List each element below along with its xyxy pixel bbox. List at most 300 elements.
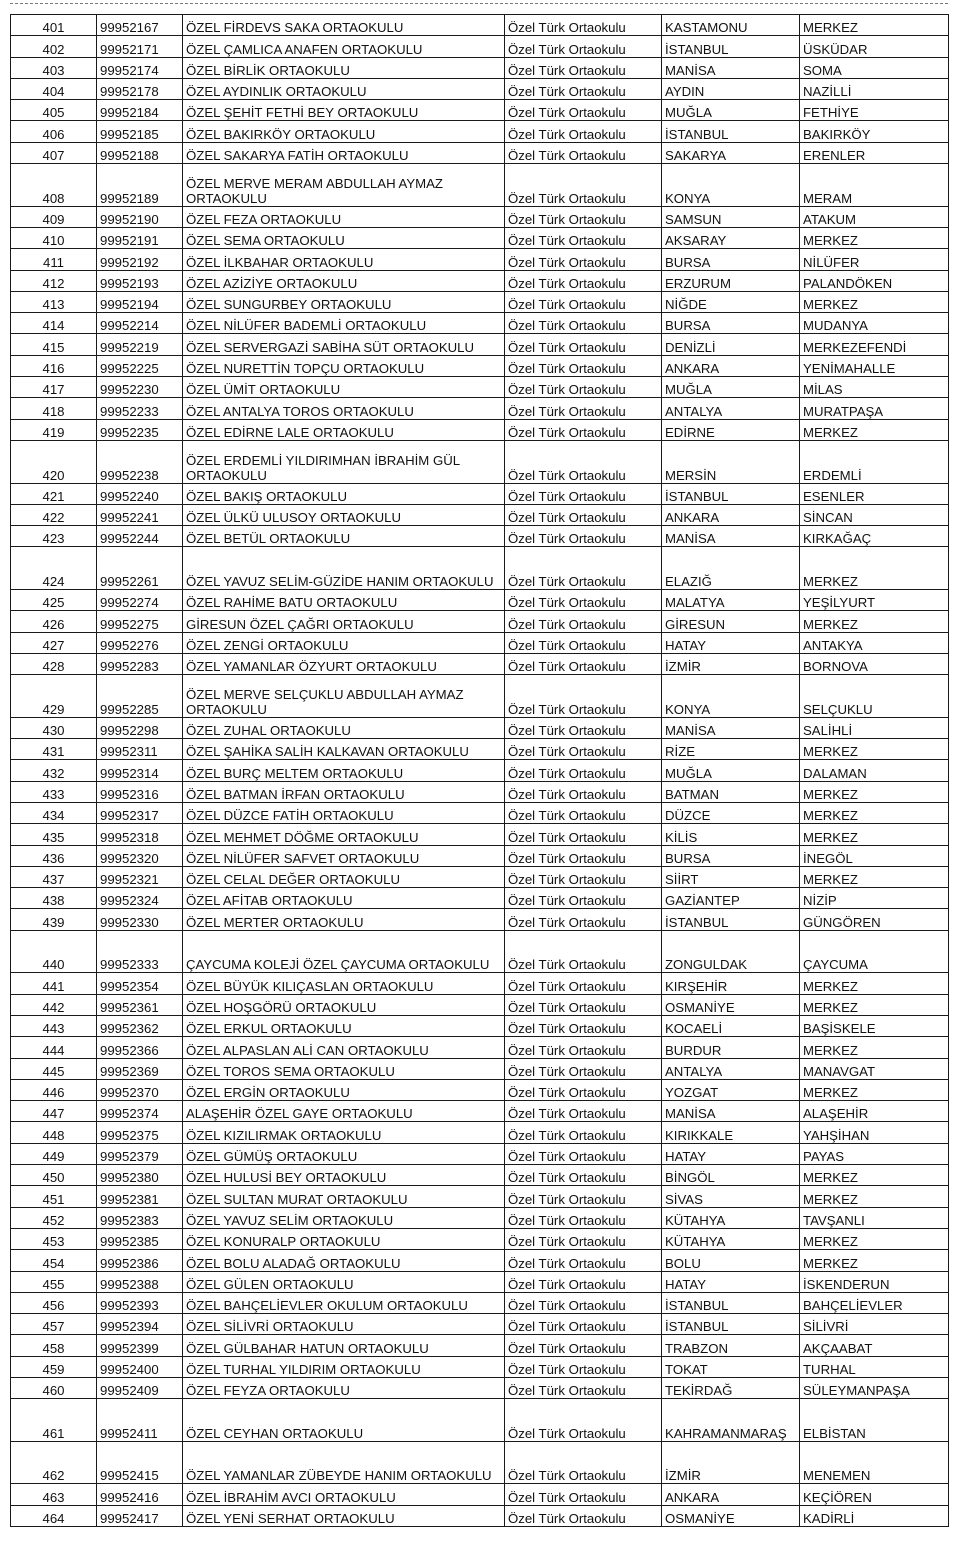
province-cell: BATMAN [662,781,800,802]
school-type-cell: Özel Türk Ortaokulu [505,717,662,738]
district-cell: BAHÇELİEVLER [800,1292,949,1313]
school-name-cell: ÖZEL GÜLBAHAR HATUN ORTAOKULU [183,1335,505,1356]
row-number-cell: 425 [11,590,97,611]
school-name-cell: ÖZEL BÜYÜK KILIÇASLAN ORTAOKULU [183,973,505,994]
row-number-cell: 449 [11,1143,97,1164]
school-code-cell: 99952369 [97,1058,183,1079]
school-type-cell: Özel Türk Ortaokulu [505,590,662,611]
table-row [11,973,949,994]
school-code-cell: 99952276 [97,632,183,653]
table-row [11,1271,949,1292]
district-cell: MERKEZ [800,1228,949,1249]
school-type-cell: Özel Türk Ortaokulu [505,100,662,121]
school-code-cell: 99952214 [97,313,183,334]
school-name-cell: ÖZEL SULTAN MURAT ORTAOKULU [183,1186,505,1207]
school-code-cell: 99952230 [97,377,183,398]
row-number-cell: 456 [11,1292,97,1313]
province-cell: ZONGULDAK [662,930,800,973]
school-code-cell: 99952188 [97,142,183,163]
school-name-cell: ÖZEL ANTALYA TOROS ORTAOKULU [183,398,505,419]
school-type-cell: Özel Türk Ortaokulu [505,1122,662,1143]
district-cell: MİLAS [800,377,949,398]
district-cell: MERKEZ [800,994,949,1015]
district-cell: MERKEZ [800,973,949,994]
school-code-cell: 99952235 [97,419,183,440]
row-number-cell: 426 [11,611,97,632]
row-number-cell: 414 [11,313,97,334]
table-row [11,1186,949,1207]
table-row [11,1122,949,1143]
school-type-cell: Özel Türk Ortaokulu [505,57,662,78]
province-cell: ANTALYA [662,1058,800,1079]
school-code-cell: 99952275 [97,611,183,632]
province-cell: MANİSA [662,717,800,738]
province-cell: MALATYA [662,590,800,611]
school-type-cell: Özel Türk Ortaokulu [505,291,662,312]
school-code-cell: 99952238 [97,440,183,483]
row-number-cell: 421 [11,483,97,504]
school-name-cell: ÖZEL SAKARYA FATİH ORTAOKULU [183,142,505,163]
district-cell: MERKEZ [800,1186,949,1207]
school-list-table [10,14,949,1527]
district-cell: İSKENDERUN [800,1271,949,1292]
table-row [11,377,949,398]
row-number-cell: 454 [11,1250,97,1271]
province-cell: KİLİS [662,824,800,845]
row-number-cell: 435 [11,824,97,845]
province-cell: MANİSA [662,1101,800,1122]
school-code-cell: 99952233 [97,398,183,419]
district-cell: PALANDÖKEN [800,270,949,291]
school-name-cell: ÖZEL BETÜL ORTAOKULU [183,526,505,547]
school-name-cell: ÖZEL YAMANLAR ÖZYURT ORTAOKULU [183,653,505,674]
row-number-cell: 428 [11,653,97,674]
school-name-cell: ÖZEL YAVUZ SELİM-GÜZİDE HANIM ORTAOKULU [183,547,505,590]
school-name-cell: ÖZEL ÇAMLICA ANAFEN ORTAOKULU [183,36,505,57]
school-code-cell: 99952379 [97,1143,183,1164]
school-name-cell: ÖZEL KIZILIRMAK ORTAOKULU [183,1122,505,1143]
school-type-cell: Özel Türk Ortaokulu [505,824,662,845]
row-number-cell: 410 [11,227,97,248]
district-cell: PAYAS [800,1143,949,1164]
district-cell: MERKEZ [800,611,949,632]
school-type-cell: Özel Türk Ortaokulu [505,249,662,270]
row-number-cell: 429 [11,675,97,718]
school-type-cell: Özel Türk Ortaokulu [505,1271,662,1292]
row-number-cell: 416 [11,355,97,376]
school-code-cell: 99952185 [97,121,183,142]
school-code-cell: 99952386 [97,1250,183,1271]
school-name-cell: ÖZEL SİLİVRİ ORTAOKULU [183,1314,505,1335]
district-cell: SELÇUKLU [800,675,949,718]
school-type-cell: Özel Türk Ortaokulu [505,164,662,207]
school-type-cell: Özel Türk Ortaokulu [505,1314,662,1335]
school-name-cell: ÖZEL ERDEMLİ YILDIRIMHAN İBRAHİM GÜL ORTAOKULU [183,440,505,483]
province-cell: ELAZIĞ [662,547,800,590]
province-cell: ANKARA [662,1484,800,1505]
row-number-cell: 403 [11,57,97,78]
school-name-cell: ÖZEL RAHİME BATU ORTAOKULU [183,590,505,611]
school-name-cell: ÖZEL ŞAHİKA SALİH KALKAVAN ORTAOKULU [183,739,505,760]
province-cell: KIRŞEHİR [662,973,800,994]
province-cell: SİVAS [662,1186,800,1207]
district-cell: SALİHLİ [800,717,949,738]
province-cell: NİĞDE [662,291,800,312]
school-name-cell: ÖZEL NURETTİN TOPÇU ORTAOKULU [183,355,505,376]
row-number-cell: 433 [11,781,97,802]
school-name-cell: ÖZEL İBRAHİM AVCI ORTAOKULU [183,1484,505,1505]
school-name-cell: ÖZEL BOLU ALADAĞ ORTAOKULU [183,1250,505,1271]
province-cell: SİİRT [662,866,800,887]
district-cell: FETHİYE [800,100,949,121]
table-row [11,1292,949,1313]
district-cell: YEŞİLYURT [800,590,949,611]
row-number-cell: 402 [11,36,97,57]
school-name-cell: ÖZEL ERGİN ORTAOKULU [183,1079,505,1100]
school-type-cell: Özel Türk Ortaokulu [505,419,662,440]
table-row [11,1015,949,1036]
province-cell: KAHRAMANMARAŞ [662,1399,800,1442]
province-cell: ANKARA [662,504,800,525]
district-cell: MERKEZ [800,739,949,760]
school-code-cell: 99952333 [97,930,183,973]
row-number-cell: 401 [11,15,97,36]
table-row [11,15,949,36]
district-cell: MERKEZ [800,227,949,248]
province-cell: TRABZON [662,1335,800,1356]
school-type-cell: Özel Türk Ortaokulu [505,1058,662,1079]
table-row [11,504,949,525]
province-cell: İSTANBUL [662,36,800,57]
row-number-cell: 434 [11,802,97,823]
table-row [11,526,949,547]
school-name-cell: ÖZEL ÜLKÜ ULUSOY ORTAOKULU [183,504,505,525]
district-cell: MUDANYA [800,313,949,334]
district-cell: ERENLER [800,142,949,163]
district-cell: MERKEZ [800,547,949,590]
table-row [11,717,949,738]
school-type-cell: Özel Türk Ortaokulu [505,1378,662,1399]
table-row [11,419,949,440]
district-cell: AKÇAABAT [800,1335,949,1356]
school-code-cell: 99952399 [97,1335,183,1356]
school-code-cell: 99952190 [97,206,183,227]
province-cell: HATAY [662,1271,800,1292]
table-row [11,227,949,248]
school-code-cell: 99952366 [97,1037,183,1058]
table-row [11,334,949,355]
school-name-cell: ÖZEL SEMA ORTAOKULU [183,227,505,248]
province-cell: OSMANİYE [662,994,800,1015]
school-name-cell: ÖZEL DÜZCE FATİH ORTAOKULU [183,802,505,823]
school-code-cell: 99952385 [97,1228,183,1249]
table-row [11,164,949,207]
row-number-cell: 432 [11,760,97,781]
school-name-cell: ÖZEL KONURALP ORTAOKULU [183,1228,505,1249]
province-cell: ANTALYA [662,398,800,419]
school-name-cell: ÖZEL MERTER ORTAOKULU [183,909,505,930]
row-number-cell: 442 [11,994,97,1015]
school-name-cell: ÖZEL ŞEHİT FETHİ BEY ORTAOKULU [183,100,505,121]
school-name-cell: ÖZEL FEYZA ORTAOKULU [183,1378,505,1399]
table-row [11,1250,949,1271]
school-type-cell: Özel Türk Ortaokulu [505,1250,662,1271]
table-row [11,57,949,78]
province-cell: İZMİR [662,1441,800,1484]
school-type-cell: Özel Türk Ortaokulu [505,377,662,398]
school-code-cell: 99952178 [97,78,183,99]
school-name-cell: ALAŞEHİR ÖZEL GAYE ORTAOKULU [183,1101,505,1122]
school-type-cell: Özel Türk Ortaokulu [505,653,662,674]
school-code-cell: 99952174 [97,57,183,78]
province-cell: RİZE [662,739,800,760]
row-number-cell: 405 [11,100,97,121]
school-code-cell: 99952400 [97,1356,183,1377]
school-type-cell: Özel Türk Ortaokulu [505,845,662,866]
school-code-cell: 99952388 [97,1271,183,1292]
table-row [11,888,949,909]
school-type-cell: Özel Türk Ortaokulu [505,611,662,632]
school-type-cell: Özel Türk Ortaokulu [505,1399,662,1442]
table-row [11,1207,949,1228]
school-name-cell: ÇAYCUMA KOLEJİ ÖZEL ÇAYCUMA ORTAOKULU [183,930,505,973]
province-cell: GAZİANTEP [662,888,800,909]
table-row [11,1058,949,1079]
district-cell: MERKEZ [800,1250,949,1271]
row-number-cell: 447 [11,1101,97,1122]
school-name-cell: ÖZEL BAKIŞ ORTAOKULU [183,483,505,504]
row-number-cell: 448 [11,1122,97,1143]
district-cell: ESENLER [800,483,949,504]
table-row [11,590,949,611]
row-number-cell: 450 [11,1165,97,1186]
district-cell: BAKIRKÖY [800,121,949,142]
province-cell: MANİSA [662,57,800,78]
school-type-cell: Özel Türk Ortaokulu [505,504,662,525]
district-cell: MERKEZ [800,1165,949,1186]
school-code-cell: 99952416 [97,1484,183,1505]
row-number-cell: 417 [11,377,97,398]
table-row [11,1079,949,1100]
province-cell: ANKARA [662,355,800,376]
province-cell: KONYA [662,164,800,207]
school-name-cell: ÖZEL BATMAN İRFAN ORTAOKULU [183,781,505,802]
province-cell: KÜTAHYA [662,1228,800,1249]
district-cell: MERKEZ [800,866,949,887]
row-number-cell: 458 [11,1335,97,1356]
table-row [11,824,949,845]
school-code-cell: 99952320 [97,845,183,866]
school-type-cell: Özel Türk Ortaokulu [505,1143,662,1164]
school-code-cell: 99952330 [97,909,183,930]
province-cell: BURDUR [662,1037,800,1058]
table-row [11,249,949,270]
district-cell: MERKEZ [800,291,949,312]
district-cell: MURATPAŞA [800,398,949,419]
province-cell: EDİRNE [662,419,800,440]
school-code-cell: 99952314 [97,760,183,781]
school-type-cell: Özel Türk Ortaokulu [505,526,662,547]
row-number-cell: 463 [11,1484,97,1505]
school-name-cell: ÖZEL BİRLİK ORTAOKULU [183,57,505,78]
table-row [11,355,949,376]
table-row [11,547,949,590]
row-number-cell: 444 [11,1037,97,1058]
table-row [11,845,949,866]
table-row [11,206,949,227]
province-cell: İSTANBUL [662,483,800,504]
school-code-cell: 99952362 [97,1015,183,1036]
school-type-cell: Özel Türk Ortaokulu [505,1228,662,1249]
school-code-cell: 99952241 [97,504,183,525]
province-cell: HATAY [662,632,800,653]
school-type-cell: Özel Türk Ortaokulu [505,78,662,99]
province-cell: BOLU [662,1250,800,1271]
province-cell: TEKİRDAĞ [662,1378,800,1399]
table-row [11,1101,949,1122]
district-cell: KADİRLİ [800,1505,949,1526]
row-number-cell: 412 [11,270,97,291]
school-name-cell: ÖZEL HULUSİ BEY ORTAOKULU [183,1165,505,1186]
table-row [11,632,949,653]
district-cell: ERDEMLİ [800,440,949,483]
row-number-cell: 431 [11,739,97,760]
school-type-cell: Özel Türk Ortaokulu [505,1186,662,1207]
school-name-cell: ÖZEL GÜMÜŞ ORTAOKULU [183,1143,505,1164]
school-name-cell: ÖZEL HOŞGÖRÜ ORTAOKULU [183,994,505,1015]
row-number-cell: 445 [11,1058,97,1079]
school-type-cell: Özel Türk Ortaokulu [505,142,662,163]
school-code-cell: 99952381 [97,1186,183,1207]
province-cell: AYDIN [662,78,800,99]
school-code-cell: 99952311 [97,739,183,760]
school-name-cell: ÖZEL CELAL DEĞER ORTAOKULU [183,866,505,887]
table-row [11,483,949,504]
school-code-cell: 99952409 [97,1378,183,1399]
row-number-cell: 424 [11,547,97,590]
district-cell: TAVŞANLI [800,1207,949,1228]
province-cell: KÜTAHYA [662,1207,800,1228]
province-cell: HATAY [662,1143,800,1164]
row-number-cell: 443 [11,1015,97,1036]
school-name-cell: ÖZEL TURHAL YILDIRIM ORTAOKULU [183,1356,505,1377]
district-cell: NİLÜFER [800,249,949,270]
school-code-cell: 99952415 [97,1441,183,1484]
school-name-cell: ÖZEL BAKIRKÖY ORTAOKULU [183,121,505,142]
district-cell: SÜLEYMANPAŞA [800,1378,949,1399]
school-code-cell: 99952318 [97,824,183,845]
table-row [11,781,949,802]
table-row [11,270,949,291]
row-number-cell: 441 [11,973,97,994]
table-row [11,1484,949,1505]
table-row [11,1143,949,1164]
province-cell: İSTANBUL [662,909,800,930]
school-code-cell: 99952316 [97,781,183,802]
row-number-cell: 446 [11,1079,97,1100]
school-name-cell: ÖZEL YENİ SERHAT ORTAOKULU [183,1505,505,1526]
district-cell: DALAMAN [800,760,949,781]
district-cell: ÇAYCUMA [800,930,949,973]
district-cell: MERKEZ [800,419,949,440]
row-number-cell: 459 [11,1356,97,1377]
province-cell: BURSA [662,313,800,334]
row-number-cell: 420 [11,440,97,483]
school-code-cell: 99952184 [97,100,183,121]
row-number-cell: 452 [11,1207,97,1228]
table-row [11,866,949,887]
school-name-cell: ÖZEL GÜLEN ORTAOKULU [183,1271,505,1292]
row-number-cell: 460 [11,1378,97,1399]
table-row [11,1228,949,1249]
school-code-cell: 99952370 [97,1079,183,1100]
province-cell: KONYA [662,675,800,718]
school-type-cell: Özel Türk Ortaokulu [505,334,662,355]
table-row [11,1356,949,1377]
table-row [11,291,949,312]
school-name-cell: ÖZEL MERVE MERAM ABDULLAH AYMAZ ORTAOKULU [183,164,505,207]
school-name-cell: ÖZEL FEZA ORTAOKULU [183,206,505,227]
district-cell: ANTAKYA [800,632,949,653]
school-code-cell: 99952240 [97,483,183,504]
province-cell: YOZGAT [662,1079,800,1100]
school-type-cell: Özel Türk Ortaokulu [505,994,662,1015]
province-cell: BİNGÖL [662,1165,800,1186]
row-number-cell: 404 [11,78,97,99]
province-cell: MUĞLA [662,100,800,121]
school-name-cell: ÖZEL İLKBAHAR ORTAOKULU [183,249,505,270]
district-cell: MERKEZ [800,781,949,802]
school-code-cell: 99952285 [97,675,183,718]
table-body [11,15,949,1527]
school-type-cell: Özel Türk Ortaokulu [505,739,662,760]
row-number-cell: 457 [11,1314,97,1335]
school-type-cell: Özel Türk Ortaokulu [505,547,662,590]
school-type-cell: Özel Türk Ortaokulu [505,1165,662,1186]
row-number-cell: 419 [11,419,97,440]
row-number-cell: 462 [11,1441,97,1484]
school-name-cell: ÖZEL AFİTAB ORTAOKULU [183,888,505,909]
school-code-cell: 99952171 [97,36,183,57]
province-cell: ERZURUM [662,270,800,291]
school-code-cell: 99952219 [97,334,183,355]
school-type-cell: Özel Türk Ortaokulu [505,121,662,142]
school-code-cell: 99952298 [97,717,183,738]
table-row [11,739,949,760]
row-number-cell: 407 [11,142,97,163]
province-cell: OSMANİYE [662,1505,800,1526]
school-type-cell: Özel Türk Ortaokulu [505,930,662,973]
school-type-cell: Özel Türk Ortaokulu [505,866,662,887]
school-code-cell: 99952394 [97,1314,183,1335]
district-cell: SOMA [800,57,949,78]
row-number-cell: 415 [11,334,97,355]
school-code-cell: 99952393 [97,1292,183,1313]
row-number-cell: 427 [11,632,97,653]
row-number-cell: 461 [11,1399,97,1442]
school-type-cell: Özel Türk Ortaokulu [505,440,662,483]
province-cell: TOKAT [662,1356,800,1377]
school-name-cell: ÖZEL FİRDEVS SAKA ORTAOKULU [183,15,505,36]
row-number-cell: 411 [11,249,97,270]
district-cell: KIRKAĞAÇ [800,526,949,547]
province-cell: MANİSA [662,526,800,547]
school-type-cell: Özel Türk Ortaokulu [505,973,662,994]
school-code-cell: 99952283 [97,653,183,674]
province-cell: KIRIKKALE [662,1122,800,1143]
school-name-cell: ÖZEL YAMANLAR ZÜBEYDE HANIM ORTAOKULU [183,1441,505,1484]
row-number-cell: 430 [11,717,97,738]
